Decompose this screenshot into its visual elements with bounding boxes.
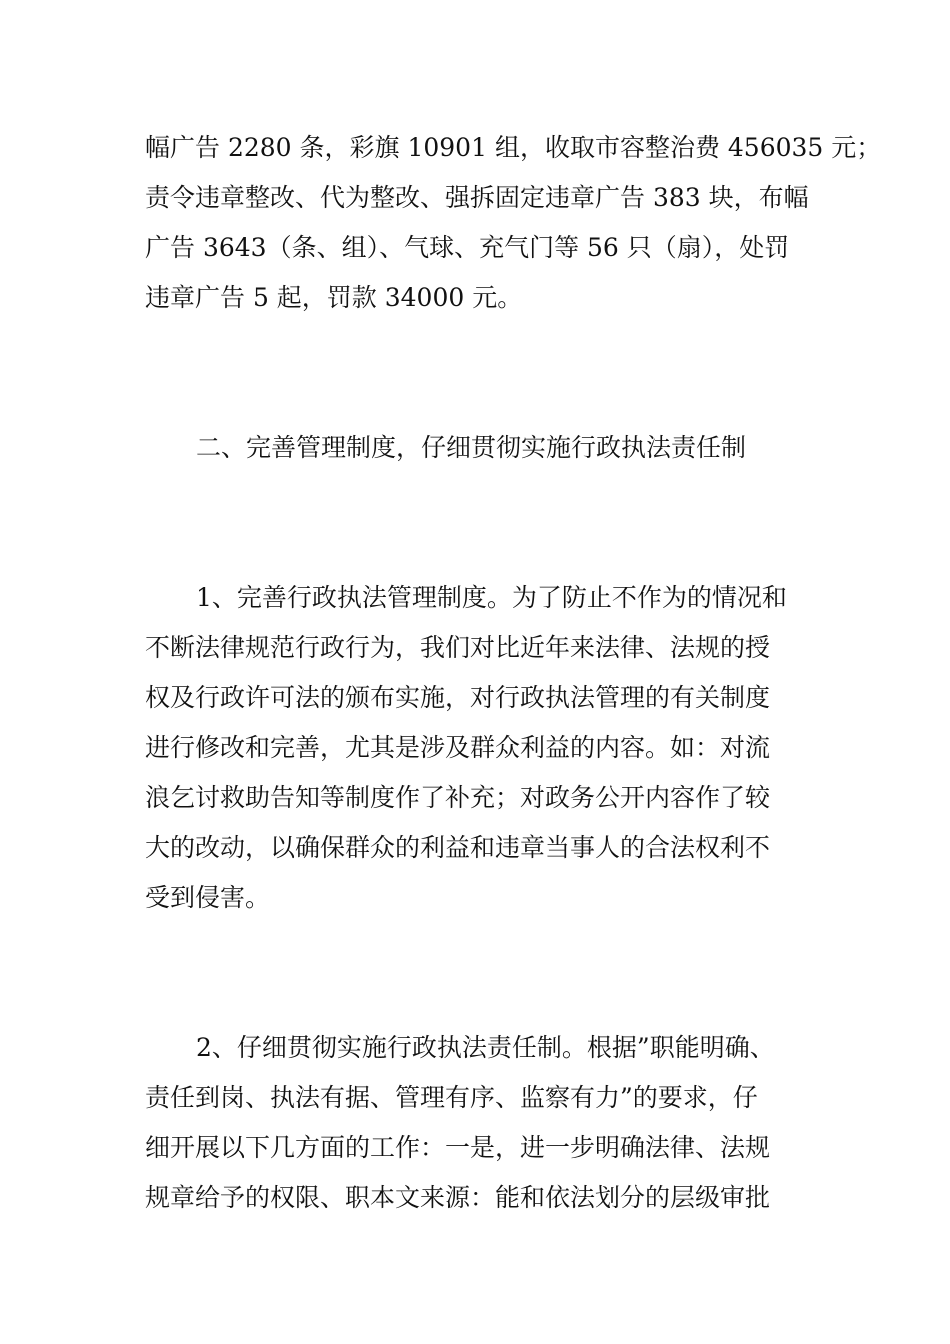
paragraph-2-line-7: 受到侵害。: [145, 883, 271, 912]
section-heading: 二、完善管理制度，仔细贯彻实施行政执法责任制: [196, 433, 747, 462]
paragraph-1-line-3: 广告 3643（条、组）、气球、充气门等 56 只（扇），处罚: [145, 233, 790, 262]
paragraph-2-line-3: 权及行政许可法的颁布实施，对行政执法管理的有关制度: [145, 683, 771, 712]
paragraph-3-line-1: 2、仔细贯彻实施行政执法责任制。根据”职能明确、: [196, 1033, 775, 1062]
paragraph-2-line-1: 1、完善行政执法管理制度。为了防止不作为的情况和: [196, 583, 787, 612]
paragraph-3-line-4: 规章给予的权限、职本文来源：能和依法划分的层级审批: [145, 1183, 771, 1212]
paragraph-2-line-2: 不断法律规范行政行为，我们对比近年来法律、法规的授: [145, 633, 771, 662]
paragraph-1-line-2: 责令违章整改、代为整改、强拆固定违章广告 383 块，布幅: [145, 183, 809, 212]
paragraph-1-line-4: 违章广告 5 起，罚款 34000 元。: [145, 283, 523, 312]
paragraph-2-line-4: 进行修改和完善，尤其是涉及群众利益的内容。如：对流: [145, 733, 771, 762]
paragraph-3-line-2: 责任到岗、执法有据、管理有序、监察有力”的要求，仔: [145, 1083, 758, 1112]
paragraph-2-line-6: 大的改动，以确保群众的利益和违章当事人的合法权利不: [145, 833, 771, 862]
paragraph-1-line-1: 幅广告 2280 条，彩旗 10901 组，收取市容整治费 456035 元；: [145, 133, 882, 162]
paragraph-3-line-3: 细开展以下几方面的工作：一是，进一步明确法律、法规: [145, 1133, 771, 1162]
paragraph-2-line-5: 浪乞讨救助告知等制度作了补充；对政务公开内容作了较: [145, 783, 771, 812]
